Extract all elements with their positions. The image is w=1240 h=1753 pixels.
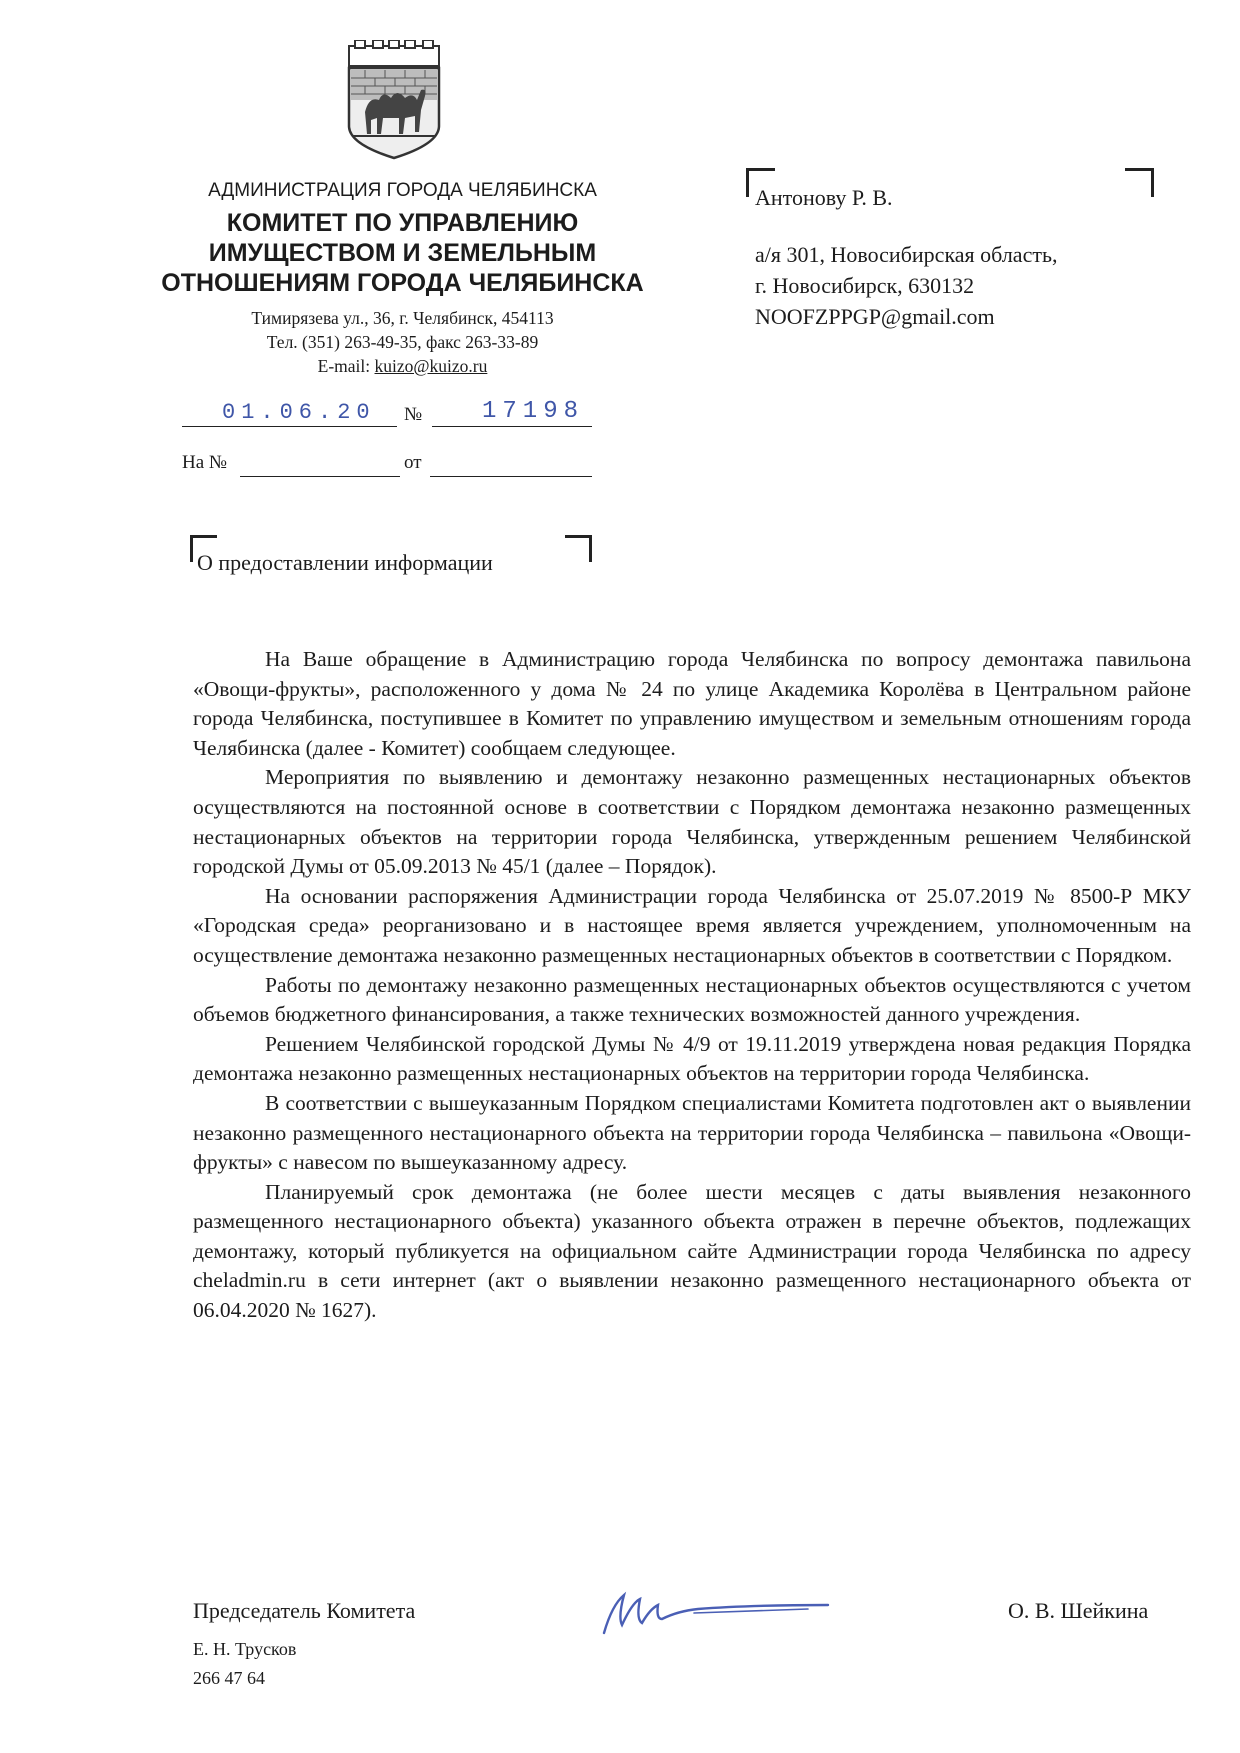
- reply-reference-row: [182, 452, 592, 484]
- body-paragraph: На Ваше обращение в Администрацию города Челябинска по вопросу демонтажа павильона «Овощи-фрукты», расположенного у дома № 24 по улице Академика Королёва в Центральном районе города Челябинска, поступившее в Комитет по управлению имуществом и земельным отношениям города Челябинска (далее - Комитет) сообщаем следующее.: [193, 647, 1191, 760]
- committee-line: ИМУЩЕСТВОМ И ЗЕМЕЛЬНЫМ: [208, 239, 597, 267]
- registration-row: [182, 396, 592, 436]
- committee-line: КОМИТЕТ ПО УПРАВЛЕНИЮ: [226, 209, 579, 237]
- handwritten-signature: [598, 1575, 838, 1645]
- reply-date-underline: [430, 476, 592, 477]
- committee-name: [140, 208, 665, 298]
- body-paragraph: Решением Челябинской городской Думы № 4/9 от 19.11.2019 утверждена новая редакция Порядка демонтажа незаконно размещенных нестационарных объектов на территории города Челябинска.: [193, 1031, 1191, 1086]
- number-underline: [432, 426, 592, 427]
- number-label: №: [404, 404, 423, 425]
- body-paragraph: На основании распоряжения Администрации города Челябинска от 25.07.2019 № 8500-Р МКУ «Городская среда» реорганизовано и в настоящее время является учреждением, уполномоченным на осуществление демонтажа незаконно размещенных нестационарных объектов в соответствии с Порядком.: [193, 883, 1191, 967]
- committee-contacts: [140, 306, 665, 378]
- committee-line: ОТНОШЕНИЯМ ГОРОДА ЧЕЛЯБИНСКА: [161, 269, 644, 297]
- body-paragraph: Мероприятия по выявлению и демонтажу незаконно размещенных нестационарных объектов осуществляются на постоянной основе в соответствии с Порядком демонтажа незаконно размещенных нестационарных объектов на территории города Челябинска, утвержденным решением Челябинской городской Думы от 05.09.2013 № 45/1 (далее – Порядок).: [193, 765, 1191, 879]
- recipient-address-line: г. Новосибирск, 630132: [755, 273, 975, 298]
- recipient-block: [755, 182, 1057, 332]
- committee-address: Тимирязева ул., 36, г. Челябинск, 454113: [251, 308, 554, 328]
- recipient-address-line: а/я 301, Новосибирская область,: [755, 242, 1058, 267]
- recipient-name: Антонову Р. В.: [755, 185, 893, 210]
- letter-body: [193, 645, 1191, 1326]
- administration-name: АДМИНИСТРАЦИЯ ГОРОДА ЧЕЛЯБИНСКА: [208, 180, 597, 201]
- committee-email-row: [140, 354, 665, 378]
- recipient-email: NOOFZPPGP@gmail.com: [755, 304, 995, 329]
- reply-number-label: На №: [182, 452, 228, 473]
- body-paragraph: Работы по демонтажу незаконно размещенных нестационарных объектов осуществляются с учетом объемов бюджетного финансирования, а также технических возможностей данного учреждения.: [193, 972, 1191, 1027]
- address-bracket-right: [1125, 168, 1154, 197]
- date-underline: [182, 426, 397, 427]
- committee-email-link[interactable]: kuizo@kuizo.ru: [374, 356, 488, 376]
- letter-subject: О предоставлении информации: [197, 550, 493, 575]
- coat-of-arms-icon: [335, 40, 453, 162]
- subject-bracket-right: [565, 535, 592, 562]
- reply-number-underline: [240, 476, 400, 477]
- signatory-position: Председатель Комитета: [193, 1598, 416, 1623]
- email-label: E-mail:: [317, 356, 371, 376]
- registration-number: 17198: [482, 398, 585, 425]
- signatory-name: О. В. Шейкина: [1008, 1598, 1149, 1623]
- committee-phone: Тел. (351) 263-49-35, факс 263-33-89: [266, 332, 539, 352]
- executor-phone: 266 47 64: [193, 1668, 265, 1688]
- body-paragraph: В соответствии с вышеуказанным Порядком специалистами Комитета подготовлен акт о выявлении незаконно размещенного нестационарного объекта на территории города Челябинска – павильона «Овощи-фрукты» с навесом по вышеуказанному адресу.: [193, 1090, 1191, 1175]
- executor-name: Е. Н. Трусков: [193, 1639, 297, 1659]
- body-paragraph: Планируемый срок демонтажа (не более шести месяцев с даты выявления незаконного размещенного нестационарного объекта) указанного объекта отражен в перечне объектов, подлежащих демонтажу, который публикуется на официальном сайте Администрации города Челябинска по адресу cheladmin.ru в сети интернет (акт о выявлении незаконно размещенного нестационарного объекта от 06.04.2020 № 1627).: [193, 1179, 1191, 1323]
- registration-date: 01.06.20: [222, 400, 376, 425]
- reply-date-label: от: [404, 452, 422, 473]
